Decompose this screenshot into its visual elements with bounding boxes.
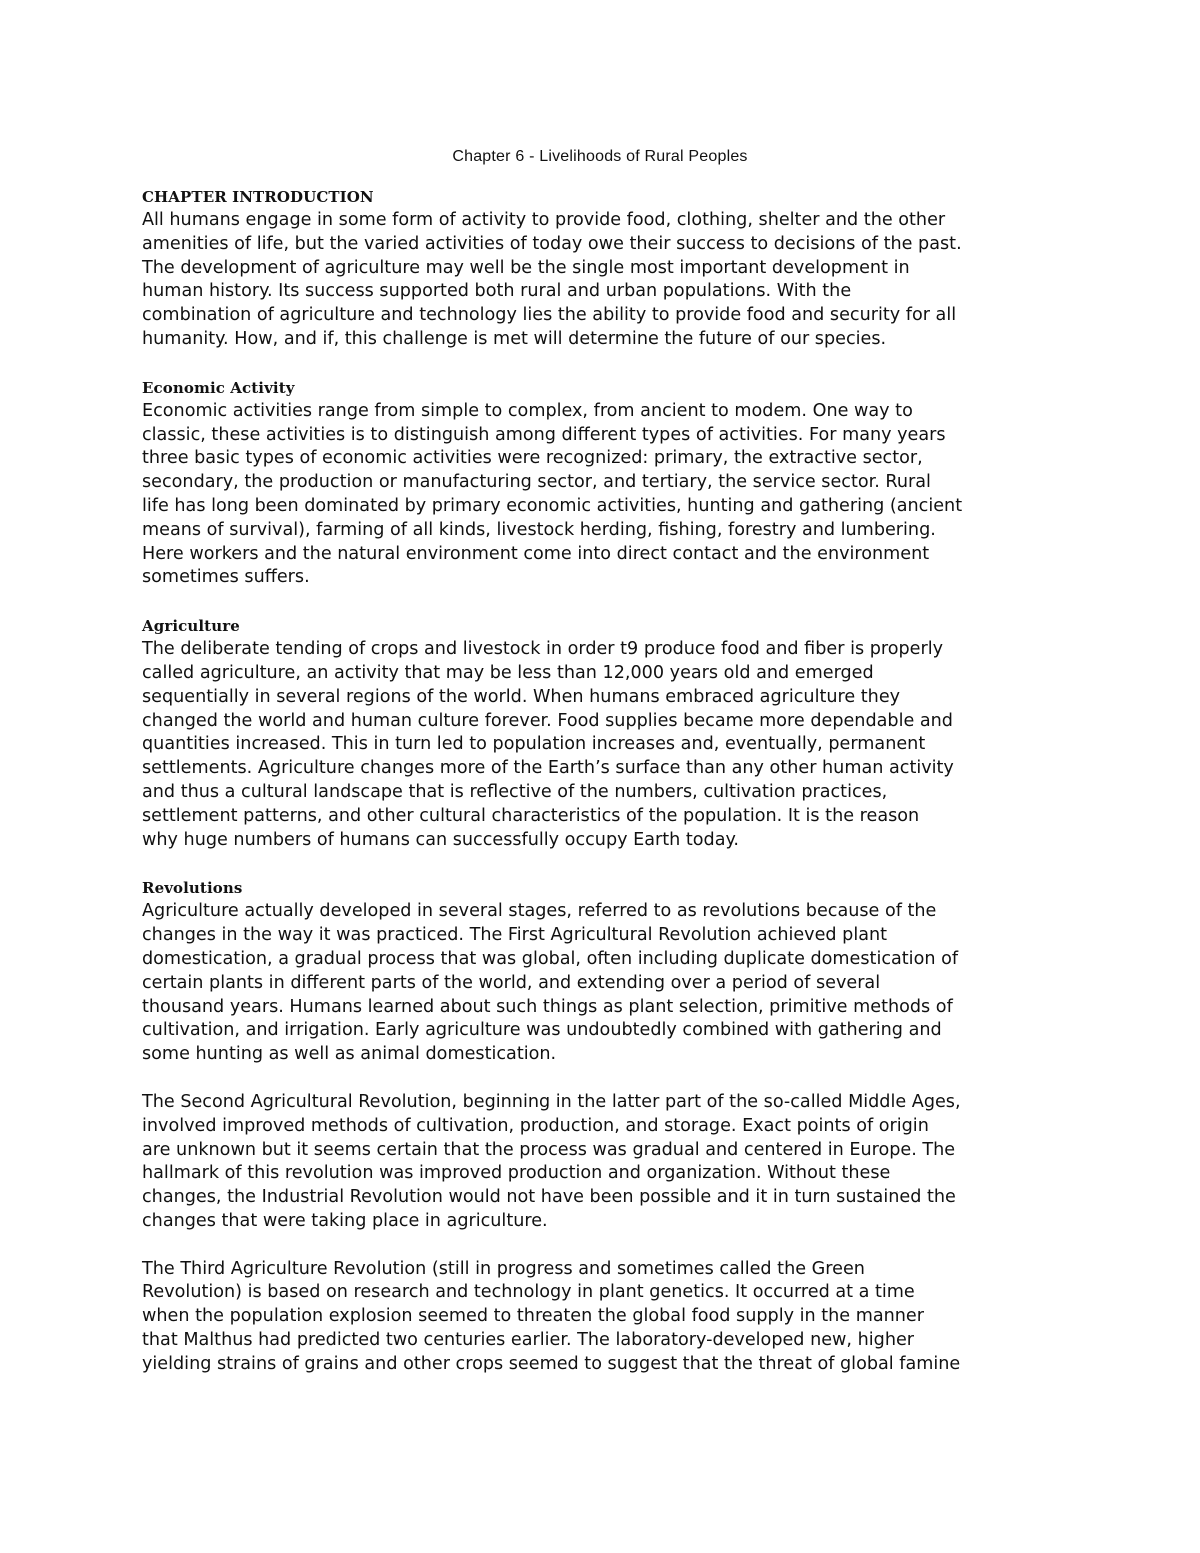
paragraph: Economic activities range from simple to complex, from ancient to modem. One way to classic, these activities is to distinguish among different types of activities. For many years three basic types of economic activities were recognized: primary, the extractive sector, secondary, the production or manufacturing sector, and tertiary, the service sector. Rural life has long been dominated by primary economic activities, hunting and gathering (ancient means of survival), farming of all kinds, livestock herding, fishing, forestry and lumbering. Here workers and the natural environment come into direct contact and the environment sometimes suffers. [142,400,963,588]
paragraph: Agriculture actually developed in several stages, referred to as revolutions because of the changes in the way it was practiced. The First Agricultural Revolution achieved plant domestication, a gradual process that was global, often including duplicate domestication of certain plants in different parts of the world, and extending over a period of several thousand years. Humans learned about such things as plant selection, primitive methods of cultivation, and irrigation. Early agriculture was undoubtedly combined with gathering and some hunting as well as animal domestication. [142,901,959,1065]
section-chapter-introduction [142,185,1062,352]
section-economic-activity [142,376,1062,590]
paragraph: The Second Agricultural Revolution, beginning in the latter part of the so-called Middle Ages, involved improved methods of cultivation, production, and storage. Exact points of origin are unknown but it seems certain that the process was gradual and centered in Europe. The hallmark of this revolution was improved production and organization. Without these changes, the Industrial Revolution would not have been possible and it in turn sustained the changes that were taking place in agriculture. [142,1091,961,1231]
section-agriculture [142,614,1062,852]
section-revolutions [142,876,1062,1376]
document-title: Chapter 6 - Livelihoods of Rural Peoples [452,148,748,165]
section-heading: Agriculture [142,617,240,636]
paragraph: All humans engage in some form of activity to provide food, clothing, shelter and the other amenities of life, but the varied activities of today owe their success to decisions of the past. The development of agriculture may well be the single most important development in human history. Its success supported both rural and urban populations. With the combination of agriculture and technology lies the ability to provide food and security for all humanity. How, and if, this challenge is met will determine the future of our species. [142,210,962,349]
paragraph: The deliberate tending of crops and livestock in order t9 produce food and fiber is properly called agriculture, an activity that may be less than 12,000 years old and emerged sequentially in several regions of the world. When humans embraced agriculture they changed the world and human culture forever. Food supplies became more dependable and quantities increased. This in turn led to population increases and, eventually, permanent settlements. Agriculture changes more of the Earth’s surface than any other human activity and thus a cultural landscape that is reflective of the numbers, cultivation practices, settlement patterns, and other cultural characteristics of the population. It is the reason why huge numbers of humans can successfully occupy Earth today. [142,639,954,850]
section-heading: Economic Activity [142,378,295,397]
paragraph: The Third Agriculture Revolution (still in progress and sometimes called the Green Revolution) is based on research and technology in plant genetics. It occurred at a time when the population explosion seemed to threaten the global food supply in the manner that Malthus had predicted two centuries earlier. The laboratory-developed new, higher yielding strains of grains and other crops seemed to suggest that the threat of global famine [142,1258,961,1374]
document-body [142,185,1062,1401]
section-heading: CHAPTER INTRODUCTION [142,188,374,206]
section-heading: Revolutions [142,879,243,898]
